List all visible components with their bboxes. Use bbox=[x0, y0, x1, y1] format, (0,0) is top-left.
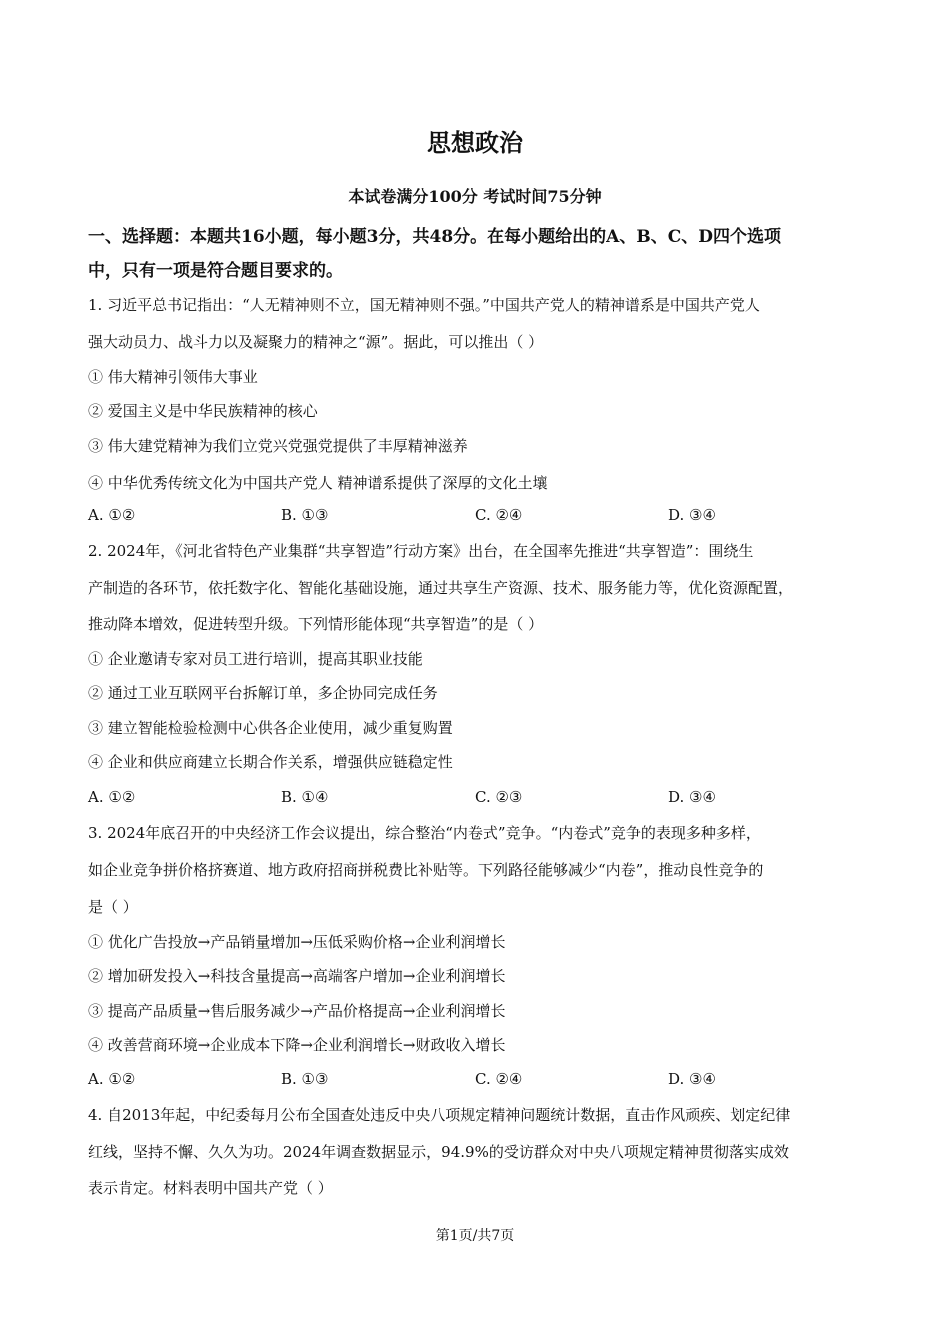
question-4-stem: 4. 自2013年起，中纪委每月公布全国查处违反中央八项规定精神问题统计数据，直击作风顽疾、划定纪律 bbox=[88, 1106, 791, 1124]
option-a: A. ①② bbox=[88, 506, 136, 524]
question-2-stem: 产制造的各环节，依托数字化、智能化基础设施，通过共享生产资源、技术、服务能力等，优化资源配置， bbox=[88, 579, 794, 597]
question-1-options bbox=[88, 504, 878, 526]
question-2-stem: 推动降本增效，促进转型升级。下列情形能体现“共享智造”的是（ ） bbox=[88, 615, 544, 633]
question-4-stem: 表示肯定。材料表明中国共产党（ ） bbox=[88, 1179, 333, 1197]
question-1-item: ④ 中华优秀传统文化为中国共产党人 精神谱系提供了深厚的文化土壤 bbox=[88, 474, 548, 492]
option-d: D. ③④ bbox=[668, 788, 716, 806]
section-heading bbox=[88, 220, 868, 288]
question-3-item: ② 增加研发投入→科技含量提高→高端客户增加→企业利润增长 bbox=[88, 967, 506, 985]
question-2-item: ① 企业邀请专家对员工进行培训，提高其职业技能 bbox=[88, 650, 423, 668]
option-c: C. ②④ bbox=[475, 506, 523, 524]
page-title: 思想政治 bbox=[427, 129, 523, 157]
question-1-item: ③ 伟大建党精神为我们立党兴党强党提供了丰厚精神滋养 bbox=[88, 437, 468, 455]
option-c: C. ②④ bbox=[475, 1070, 523, 1088]
question-3-item: ③ 提高产品质量→售后服务减少→产品价格提高→企业利润增长 bbox=[88, 1002, 506, 1020]
question-3-item: ① 优化广告投放→产品销量增加→压低采购价格→企业利润增长 bbox=[88, 933, 506, 951]
question-2-options bbox=[88, 786, 878, 808]
question-3-stem: 是（ ） bbox=[88, 898, 138, 916]
option-b: B. ①③ bbox=[281, 1070, 329, 1088]
question-1-item: ① 伟大精神引领伟大事业 bbox=[88, 368, 258, 386]
section-heading-line: 中，只有一项是符合题目要求的。 bbox=[88, 261, 343, 281]
exam-info: 本试卷满分100分 考试时间75分钟 bbox=[348, 187, 602, 206]
question-3-stem: 3. 2024年底召开的中央经济工作会议提出，综合整治“内卷式”竞争。“内卷式”竞争的表现多种多样， bbox=[88, 824, 761, 842]
question-3-options bbox=[88, 1068, 878, 1090]
option-c: C. ②③ bbox=[475, 788, 523, 806]
page-number: 第1页/共7页 bbox=[435, 1228, 515, 1244]
option-d: D. ③④ bbox=[668, 506, 716, 524]
question-2-stem: 2. 2024年，《河北省特色产业集群“共享智造”行动方案》出台，在全国率先推进“共享智造”：围绕生 bbox=[88, 542, 754, 560]
option-b: B. ①④ bbox=[281, 788, 329, 806]
option-a: A. ①② bbox=[88, 1070, 136, 1088]
question-1-item: ② 爱国主义是中华民族精神的核心 bbox=[88, 402, 318, 420]
question-2-item: ④ 企业和供应商建立长期合作关系，增强供应链稳定性 bbox=[88, 753, 453, 771]
question-4-stem: 红线，坚持不懈、久久为功。2024年调查数据显示，94.9%的受访群众对中央八项规定精神贯彻落实成效 bbox=[88, 1143, 789, 1161]
section-heading-line: 一、选择题：本题共16小题，每小题3分，共48分。在每小题给出的A、B、C、D四个选项 bbox=[88, 227, 781, 247]
question-3-stem: 如企业竞争拼价格挤赛道、地方政府招商拼税费比补贴等。下列路径能够减少“内卷”，推动良性竞争的 bbox=[88, 861, 764, 879]
option-a: A. ①② bbox=[88, 788, 136, 806]
question-2-item: ② 通过工业互联网平台拆解订单，多企协同完成任务 bbox=[88, 684, 438, 702]
question-3-item: ④ 改善营商环境→企业成本下降→企业利润增长→财政收入增长 bbox=[88, 1036, 506, 1054]
question-2-item: ③ 建立智能检验检测中心供各企业使用，减少重复购置 bbox=[88, 719, 453, 737]
option-b: B. ①③ bbox=[281, 506, 329, 524]
question-1-stem: 1. 习近平总书记指出：“人无精神则不立，国无精神则不强。”中国共产党人的精神谱系是中国共产党人 bbox=[88, 296, 760, 314]
question-1-stem: 强大动员力、战斗力以及凝聚力的精神之“源”。据此，可以推出（ ） bbox=[88, 333, 544, 351]
option-d: D. ③④ bbox=[668, 1070, 716, 1088]
